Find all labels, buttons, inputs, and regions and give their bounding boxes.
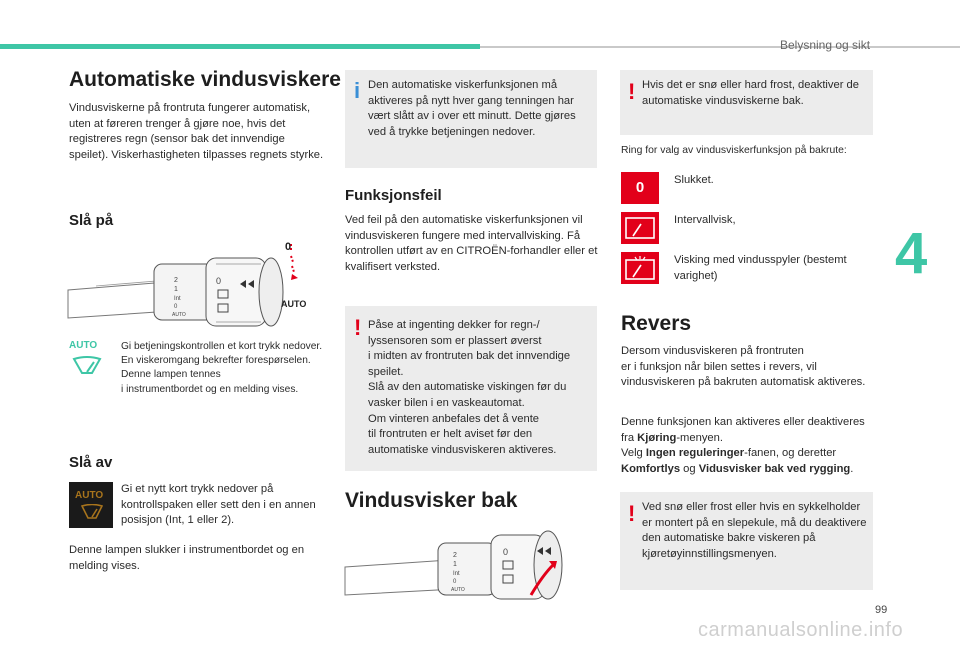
warning-icon: ! <box>354 315 362 340</box>
ring-item-intermittent: Intervallvisk, <box>674 214 736 226</box>
rear-wiper-stalk-illustration <box>343 525 573 600</box>
intermittent-wipe-icon <box>621 212 659 244</box>
funksjonsfeil-heading: Funksjonsfeil <box>345 187 442 204</box>
stalk-zero-mark: 0 <box>285 241 292 253</box>
svg-text:Int: Int <box>453 571 460 577</box>
stalk-label-0: 0 <box>174 304 178 310</box>
ring-item-wash: Visking med vindusspyler (bestemt varighet) <box>674 254 847 282</box>
bak-heading: Vindusvisker bak <box>345 489 518 512</box>
wiper-stalk-illustration <box>66 238 316 330</box>
sla-pa-heading: Slå på <box>69 212 114 229</box>
info-icon: i <box>354 78 361 103</box>
revers-settings-text: Denne funksjonen kan aktiveres eller deaktiveres fra Kjøring-menyen. Velg Ingen reguleringer-fanen, og deretter Komfortlys og Vidusvisker bak ved rygging. <box>621 416 865 475</box>
warning-icon: ! <box>628 79 636 104</box>
chapter-number: 4 <box>895 221 928 286</box>
svg-text:2: 2 <box>453 552 457 559</box>
warning-box-bike <box>620 492 873 590</box>
stalk-label-int: Int <box>174 296 181 302</box>
wiper-auto-icon <box>72 356 102 376</box>
svg-text:0: 0 <box>453 579 457 585</box>
sla-pa-note: Gi betjeningskontrollen et kort trykk nedover. En viskeromgang bekrefter forespørselen. Denne lampen tennes i instrumentbordet og en melding vises. <box>121 341 323 395</box>
info-text: Den automatiske viskerfunksjonen må aktiveres på nytt hver gang tenningen har vært slått av i over ett minutt. Dette gjøres ved å trykke betjeningen nedover. <box>368 79 576 138</box>
svg-text:1: 1 <box>453 561 457 568</box>
funksjonsfeil-text: Ved feil på den automatiske viskerfunksjonen vil vindusviskeren fungere med intervallvisking. Få kontrollen utført av en CITROËN-forhandler eller et kvalifisert verksted. <box>345 214 598 273</box>
warning-text-sensor: Påse at ingenting dekker for regn-/ lyssensoren som er plassert øverst i midten av frontruten bak det innvendige speilet. Slå av den automatiske viskingen før du vasker bilen i en vaskeautomat. Om vinteren anbefales det å vente til frontruten er helt aviset før den automatiske vindusviskeren aktiveres. <box>368 319 571 456</box>
lamp-wiper-icon <box>81 504 103 520</box>
revers-text: Dersom vindusviskeren på frontruten er i funksjon når bilen settes i revers, vil vindusviskeren på bakruten automatisk aktiveres. <box>621 345 866 389</box>
warning-box-sensor <box>345 306 597 471</box>
header-rule <box>480 46 960 48</box>
svg-text:AUTO: AUTO <box>451 587 465 593</box>
sla-av-footer: Denne lampen slukker i instrumentbordet og en melding vises. <box>69 544 305 572</box>
info-box <box>345 70 597 168</box>
wash-wipe-icon <box>621 252 659 284</box>
warning-text-bike: Ved snø eller frost eller hvis en sykkelholder er montert på en slepekule, må du deaktivere den automatiske bakre viskeren på kjøretøyinnstillingsmenyen. <box>642 501 867 560</box>
ring-text: Ring for valg av vindusviskerfunksjon på bakrute: <box>621 145 847 156</box>
dashboard-auto-lamp <box>69 482 113 528</box>
ring-off-icon: 0 <box>621 172 659 204</box>
svg-text:0: 0 <box>216 276 222 286</box>
header-accent-bar <box>0 44 480 49</box>
svg-text:0: 0 <box>503 547 509 557</box>
section-title: Belysning og sikt <box>780 38 871 52</box>
warning-text-frost: Hvis det er snø eller hard frost, deaktiver de automatiske vindusviskerne bak. <box>642 79 860 107</box>
stalk-auto-mark: AUTO <box>281 299 307 309</box>
warning-box-frost <box>620 70 873 135</box>
stalk-label-2: 2 <box>174 277 178 284</box>
warning-icon: ! <box>628 501 636 526</box>
auto-indicator-label: AUTO <box>69 340 98 351</box>
watermark: carmanualsonline.info <box>698 619 904 641</box>
stalk-label-1: 1 <box>174 286 178 293</box>
page-number: 99 <box>875 604 888 616</box>
revers-heading: Revers <box>621 312 692 335</box>
lamp-auto-text: AUTO <box>75 490 104 501</box>
sla-av-note: Gi et nytt kort trykk nedover på kontrollspaken eller sett den i en annen posisjon (Int, 1 eller 2). <box>121 483 316 527</box>
intro-paragraph: Vindusviskerne på frontruta fungerer automatisk, uten at føreren trenger å gjøre noe, hvis det registreres regn (sensor bak det innvendige speilet). Viskerhastigheten tilpasses regnets styrke. <box>69 102 324 161</box>
page-title: Automatiske vindusviskere <box>69 68 341 91</box>
ring-item-off: Slukket. <box>674 174 714 186</box>
stalk-label-auto: AUTO <box>172 312 186 318</box>
sla-av-heading: Slå av <box>69 454 113 471</box>
